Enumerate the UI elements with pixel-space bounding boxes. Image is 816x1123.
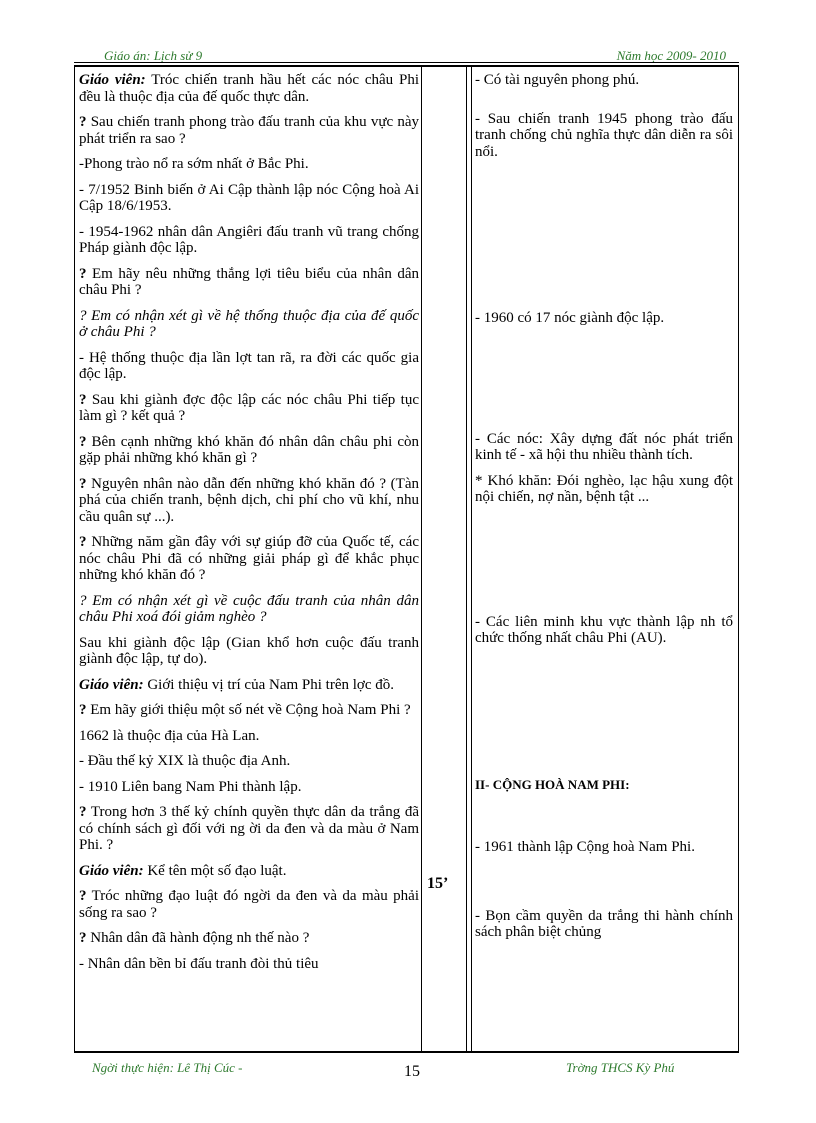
activity-paragraph — [79, 728, 419, 745]
activity-paragraph — [79, 72, 419, 105]
footer-author: Ngời thực hiện: Lê Thị Cúc - — [92, 1060, 243, 1075]
paragraph-text: - Hệ thống thuộc địa lần lợt tan rã, ra đời các quốc gia độc lập. — [79, 349, 419, 382]
paragraph-text: - Nhân dân bền bỉ đấu tranh đòi thủ tiêu — [79, 955, 319, 972]
activity-paragraph — [79, 779, 419, 796]
paragraph-lead: ? — [79, 475, 87, 492]
content-paragraph: * Khó khăn: Đói nghèo, lạc hậu xung đột nội chiến, nợ nần, bệnh tật ... — [475, 472, 733, 505]
time-label: 15’ — [427, 875, 449, 892]
paragraph-lead: ? — [79, 433, 87, 450]
paragraph-text: ? Em có nhận xét gì về cuộc đấu tranh của nhân dân châu Phi xoá đói giảm nghèo ? — [79, 592, 419, 625]
paragraph-lead: Giáo viên: — [79, 862, 144, 879]
activity-paragraph — [79, 863, 419, 880]
paragraph-lead: Giáo viên: — [79, 676, 144, 693]
paragraph-text: Nhân dân đã hành động nh thế nào ? — [86, 930, 310, 946]
paragraph-text: Giới thiệu vị trí của Nam Phi trên lợc đồ. — [143, 676, 394, 693]
activity-paragraph — [79, 476, 419, 526]
lesson-table — [74, 66, 739, 1052]
activity-paragraph — [79, 635, 419, 668]
paragraph-lead: ? — [79, 804, 87, 820]
activity-paragraph — [79, 350, 419, 383]
column-divider — [421, 67, 422, 1051]
paragraph-text: Sau khi giành độc lập (Gian khổ hơn cuộc đấu tranh giành độc lập, tự do). — [79, 634, 419, 667]
activity-paragraph — [79, 956, 419, 973]
paragraph-text: Em hãy giới thiệu một số nét về Cộng hoà Nam Phi ? — [86, 702, 411, 718]
activity-paragraph — [79, 434, 419, 467]
content-paragraph: - 1961 thành lập Cộng hoà Nam Phi. — [475, 839, 695, 855]
content-paragraph: - 1960 có 17 nóc giành độc lập. — [475, 310, 665, 326]
paragraph-text: Tróc chiến tranh hầu hết các nóc châu Phi đều là thuộc địa của đế quốc thực dân. — [79, 72, 419, 105]
paragraph-text: 1662 là thuộc địa của Hà Lan. — [79, 727, 260, 744]
paragraph-text: Trong hơn 3 thế kỷ chính quyền thực dân da trắng đã có chính sách gì đối với ng ời da đen và da màu ở Nam Phi. ? — [79, 804, 419, 853]
paragraph-lead: ? — [79, 930, 87, 946]
activity-column — [79, 67, 419, 1051]
activity-paragraph — [79, 930, 419, 947]
activity-paragraph — [79, 804, 419, 854]
paragraph-text: Tróc những đạo luật đó ngời da đen và da màu phải sống ra sao ? — [79, 888, 419, 921]
paragraph-text: ? Em có nhận xét gì về hệ thống thuộc địa của đế quốc ở châu Phi ? — [79, 307, 419, 340]
activity-paragraph — [79, 702, 419, 719]
footer-school: Trờng THCS Kỳ Phú — [566, 1060, 675, 1075]
paragraph-lead: Giáo viên: — [79, 72, 146, 88]
time-column — [423, 67, 465, 1051]
content-paragraph: - Có tài nguyên phong phú. — [475, 72, 640, 88]
paragraph-lead: ? — [79, 534, 87, 550]
paragraph-text: Bên cạnh những khó khăn đó nhân dân châu phi còn gặp phải những khó khăn gì ? — [79, 433, 419, 466]
paragraph-text: Những năm gần đây với sự giúp đỡ của Quốc tế, các nóc châu Phi đã có những giải pháp gì để khắc phục những khó khăn đó ? — [79, 534, 419, 583]
activity-paragraph — [79, 156, 419, 173]
paragraph-text: - 7/1952 Binh biến ở Ai Cập thành lập nóc Cộng hoà Ai Cập 18/6/1953. — [79, 181, 419, 214]
paragraph-text: Em hãy nêu những thắng lợi tiêu biểu của nhân dân châu Phi ? — [79, 265, 419, 298]
paragraph-lead: ? — [79, 702, 87, 718]
footer-rule — [74, 1052, 739, 1053]
content-paragraph: - Các nóc: Xây dựng đất nóc phát triển kinh tế - xã hội thu nhiều thành tích. — [475, 430, 733, 463]
paragraph-text: Sau chiến tranh phong trào đấu tranh của khu vực này phát triển ra sao ? — [79, 114, 419, 147]
column-divider — [471, 67, 472, 1051]
paragraph-text: Nguyên nhân nào dẫn đến những khó khăn đó ? (Tàn phá của chiến tranh, bệnh dịch, chi phí cho vũ khí, nhu cầu quân sự ...). — [79, 475, 419, 525]
paragraph-lead: ? — [79, 391, 87, 408]
content-paragraph: - Sau chiến tranh 1945 phong trào đấu tranh chống chủ nghĩa thực dân diễn ra sôi nổi. — [475, 110, 733, 160]
activity-paragraph — [79, 266, 419, 299]
content-column — [475, 67, 733, 1051]
paragraph-text: Kể tên một số đạo luật. — [143, 862, 287, 879]
activity-paragraph — [79, 224, 419, 257]
activity-paragraph — [79, 392, 419, 425]
paragraph-lead: ? — [79, 265, 87, 282]
header-subject: Giáo án: Lịch sử 9 — [104, 48, 203, 63]
paragraph-text: Sau khi giành đợc độc lập các nóc châu Phi tiếp tục làm gì ? kết quả ? — [79, 391, 419, 424]
column-divider — [466, 67, 467, 1051]
activity-paragraph — [79, 308, 419, 341]
paragraph-lead: ? — [79, 888, 87, 904]
activity-paragraph — [79, 534, 419, 584]
activity-paragraph — [79, 114, 419, 147]
paragraph-text: - Đầu thế kỷ XIX là thuộc địa Anh. — [79, 753, 291, 769]
activity-paragraph — [79, 182, 419, 215]
page-number: 15 — [404, 1063, 420, 1080]
header-school-year: Năm học 2009- 2010 — [616, 48, 726, 63]
activity-paragraph — [79, 593, 419, 626]
content-paragraph: - Bọn cầm quyền da trắng thi hành chính sách phân biệt chủng — [475, 907, 733, 940]
paragraph-text: - 1910 Liên bang Nam Phi thành lập. — [79, 778, 302, 795]
paragraph-text: -Phong trào nổ ra sớm nhất ở Bắc Phi. — [79, 156, 309, 172]
paragraph-lead: ? — [79, 114, 87, 130]
activity-paragraph — [79, 677, 419, 694]
activity-paragraph — [79, 753, 419, 770]
paragraph-text: - 1954-1962 nhân dân Angiêri đấu tranh vũ trang chống Pháp giành độc lập. — [79, 223, 419, 256]
section-heading: II- CỘNG HOÀ NAM PHI: — [475, 776, 630, 792]
content-paragraph: - Các liên minh khu vực thành lập nh tổ chức thống nhất châu Phi (AU). — [475, 613, 733, 646]
header-rule — [74, 62, 739, 63]
activity-paragraph — [79, 888, 419, 921]
